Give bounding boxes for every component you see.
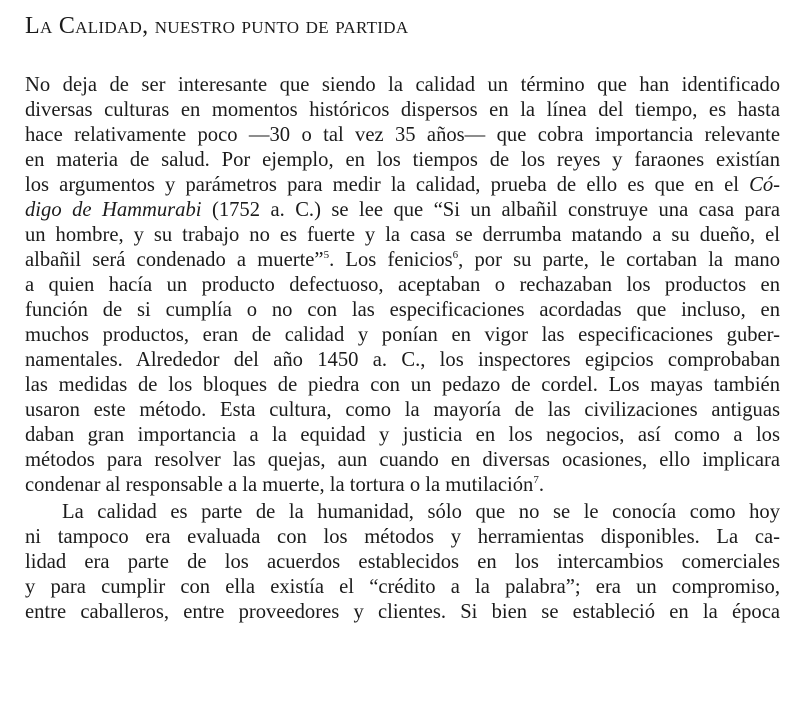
text-run: (1752 a. C.) se lee que “Si un albañil construye una casa para	[201, 199, 780, 221]
text-line: métodos para resolver las quejas, aun cuando en diversas ocasiones, ello implicara	[25, 449, 780, 471]
text-line: entre caballeros, entre proveedores y clientes. Si bien se estableció en la época	[25, 601, 780, 623]
text-run: .	[538, 474, 545, 496]
text-line: lidad era parte de los acuerdos establecidos en los intercambios comerciales	[25, 551, 780, 573]
text-line	[25, 173, 780, 198]
paragraph-1	[25, 73, 780, 498]
text-run: los argumentos y parámetros para medir la calidad, prueba de ello es que en el	[25, 174, 750, 196]
text-line: namentales. Alrededor del año 1450 a. C., los inspectores egipcios comprobaban	[25, 349, 780, 371]
footnote-ref: 6	[452, 249, 459, 262]
text-line: La calidad es parte de la humanidad, sólo que no se le conocía como hoy	[62, 501, 780, 523]
text-line: muchos productos, eran de calidad y ponían en vigor las especificaciones guber-	[25, 324, 780, 346]
text-run: . Los fenicios	[329, 249, 453, 271]
section-heading: La Calidad, nuestro punto de partida	[25, 13, 409, 39]
text-run: , por su parte, le cortaban la mano	[458, 249, 781, 271]
book-title-italic: Có-	[749, 174, 780, 196]
text-line: en materia de salud. Por ejemplo, en los tiempos de los reyes y faraones existían	[25, 149, 780, 171]
body-text	[25, 73, 780, 625]
footnote-ref: 5	[323, 249, 330, 262]
text-line: a quien hacía un producto defectuoso, aceptaban o rechazaban los productos en	[25, 274, 780, 296]
text-line: hace relativamente poco —30 o tal vez 35 años— que cobra importancia relevante	[25, 124, 780, 146]
footnote-ref: 7	[533, 474, 539, 487]
text-line: y para cumplir con ella existía el “crédito a la palabra”; era un compromiso,	[25, 576, 780, 598]
text-run: albañil será condenado a muerte”	[25, 249, 324, 271]
text-line	[25, 473, 780, 498]
text-line: usaron este método. Esta cultura, como la mayoría de las civilizaciones antiguas	[25, 399, 780, 421]
text-line: No deja de ser interesante que siendo la calidad un término que han identificado	[25, 74, 780, 96]
text-line: diversas culturas en momentos históricos dispersos en la línea del tiempo, es hasta	[25, 99, 780, 121]
text-run: condenar al responsable a la muerte, la tortura o la mutilación	[25, 474, 534, 496]
text-line	[25, 248, 780, 273]
text-line: función de si cumplía o no con las especificaciones acordadas que incluso, en	[25, 299, 780, 321]
text-line: un hombre, y su trabajo no es fuerte y la casa se derrumba matando a su dueño, el	[25, 224, 780, 246]
text-line: ni tampoco era evaluada con los métodos y herramientas disponibles. La ca-	[25, 526, 780, 548]
text-line	[25, 198, 780, 223]
text-line: daban gran importancia a la equidad y justicia en los negocios, así como a los	[25, 424, 780, 446]
text-line: las medidas de los bloques de piedra con un pedazo de cordel. Los mayas también	[25, 374, 780, 396]
book-title-italic: digo de Hammurabi	[25, 199, 202, 221]
paragraph-2	[25, 500, 780, 625]
